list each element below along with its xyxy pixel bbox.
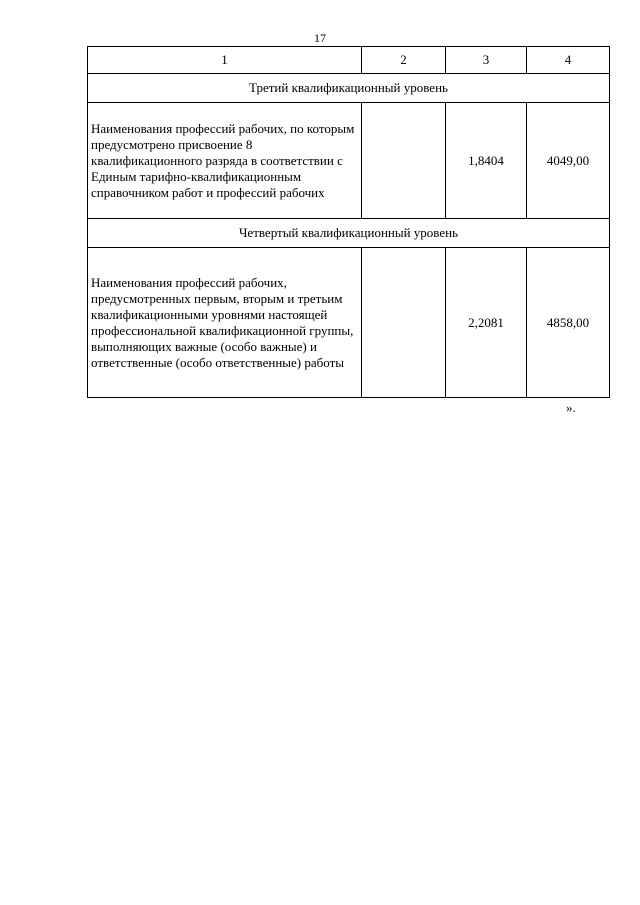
header-col-4: 4: [527, 47, 610, 74]
level-title-third: Третий квалификационный уровень: [88, 74, 610, 103]
row-coefficient: 2,2081: [446, 248, 527, 398]
table-row: [88, 103, 610, 219]
row-salary: 4049,00: [527, 103, 610, 219]
level-row-fourth: [88, 219, 610, 248]
level-title-fourth: Четвертый квалификационный уровень: [88, 219, 610, 248]
table-header-row: [88, 47, 610, 74]
row-col-2: [362, 103, 446, 219]
row-description: Наименования профессий рабочих, предусмотренных первым, вторым и третьим квалификационными уровнями настоящей профессиональной квалификационной группы, выполняющих важные (особо важные) и ответственные (особо ответственные) работы: [88, 248, 362, 398]
closing-quote: ».: [566, 400, 576, 415]
page-number: 17: [314, 31, 326, 45]
header-col-1: 1: [88, 47, 362, 74]
table-row: [88, 248, 610, 398]
tariff-table: [87, 46, 610, 398]
level-row-third: [88, 74, 610, 103]
header-col-2: 2: [362, 47, 446, 74]
row-description: Наименования профессий рабочих, по которым предусмотрено присвоение 8 квалификационного разряда в соответствии с Единым тарифно-квалификационным справочником работ и профессий рабочих: [88, 103, 362, 219]
row-col-2: [362, 248, 446, 398]
row-coefficient: 1,8404: [446, 103, 527, 219]
header-col-3: 3: [446, 47, 527, 74]
row-salary: 4858,00: [527, 248, 610, 398]
